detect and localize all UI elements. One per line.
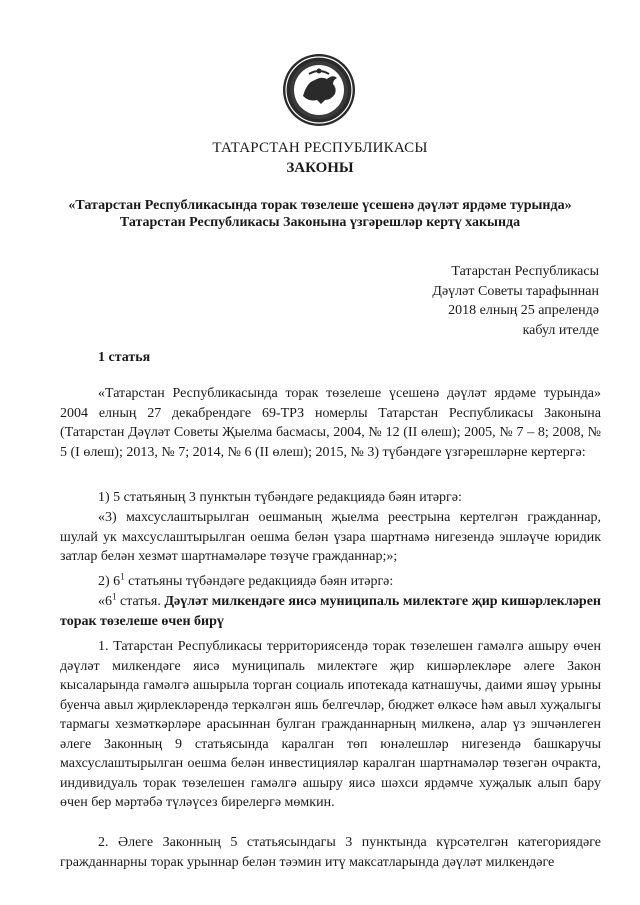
- article-intro-paragraph: «Татарстан Республикасында торак төзелеше үсешенә дәүләт ярдәме турында» 2004 елның 27 декабрендәге 69-ТРЗ номерлы Татарстан Республикасы Законына (Татарстан Дәүләт Советы Җыелма басмасы, 2004, № 12 (II өлеш); 2005, № 7 – 8; 2008, № 5 (I өлеш); 2013, № 7; 2014, № 6 (II өлеш); 2015, № 3) түбәндәге үзгәрешләрне кертергә:: [60, 386, 601, 460]
- law-title-line2: Татарстан Республикасы Законына үзгәрешләр кертү хакында: [119, 215, 521, 230]
- adoption-block: [432, 262, 599, 340]
- adoption-line3: 2018 елның 25 апрелендә: [448, 303, 599, 318]
- item2-post: статьяны түбәндәге редакциядә бәян итәргә:: [124, 574, 394, 589]
- item1-intro: 1) 5 статьяның 3 пунктын түбәндәге редакциядә бәян итәргә:: [98, 490, 462, 505]
- law-title: [40, 197, 600, 231]
- point2-paragraph: 2. Әлеге Законның 5 статьясындагы 3 пунктында күрсәтелгән категориядәге гражданнарны торак урыннар белән тәэмин итү максатларында дәүләт милкендәге: [60, 835, 601, 870]
- item2-superscript: 1: [120, 571, 125, 582]
- item2-pre: 2) 6: [98, 574, 121, 589]
- adoption-line1: Татарстан Республикасы: [451, 264, 599, 279]
- item2-quote-heading: [60, 592, 601, 631]
- item1-text: «3) махсуслаштырылган оешманың җыелма реестрына кертелгән гражданнар, шулай ук махсуслаштырылган оешма белән үзара шартнамә нигезендә эшләүче юридик затлар белән хезмәт шартнамәләре төзүче гражданнар;»;: [60, 510, 601, 564]
- point1-paragraph: 1. Татарстан Республикасы территориясендә торак төзелешен гамәлгә ашыру өчен дәүләт милкендәге яисә муниципаль милектәге җир кишәрлекләре әлеге Закон кысаларында гамәлгә ашырыла торган социаль ипотекада катнашучы, даими яшәү урыны буенча авыл җирлекләрендә теркәлгән яшь белгечләр, бюджет өлкәсе һәм авыл хуҗалыгы тармагы хезмәткәрләре арасыннан булган гражданнарның милкенә, алар үз эшчәнлеген әлеге Законның 9 статьясында каралган төп юнәлешләр нигезендә башкаручы махсуслаштырылган оешма белән инвестицияләр каралган шартнамәләр төзегән очракта, индивидуаль торак төзелешен гамәлгә ашыру яисә шәхси ярдәмче хуҗалык алып бару өчен бер мәртәбә түләүсез бирелергә мөмкин.: [60, 639, 601, 810]
- article-heading: 1 статья: [98, 350, 151, 365]
- quote-pre: «6: [98, 594, 112, 609]
- header-republic: ТАТАРСТАН РЕСПУБЛИКАСЫ: [212, 140, 428, 156]
- quote-bold-title: Дәүләт милкендәге яисә муниципаль милектәге җир кишәрлекләрен торак төзелеше өчен бирү: [60, 594, 601, 629]
- quote-superscript: 1: [112, 591, 117, 602]
- adoption-line4: кабул ителде: [522, 322, 599, 338]
- item2-intro: [60, 572, 601, 592]
- quote-mid: статья.: [116, 594, 165, 609]
- law-title-line1: «Татарстан Республикасында торак төзелеше үсешенә дәүләт ярдәме турында»: [68, 198, 572, 213]
- tatarstan-coat-of-arms-emblem: [281, 52, 357, 128]
- header-doc-type: ЗАКОНЫ: [286, 160, 354, 176]
- adoption-line2: Дәүләт Советы тарафыннан: [432, 283, 599, 299]
